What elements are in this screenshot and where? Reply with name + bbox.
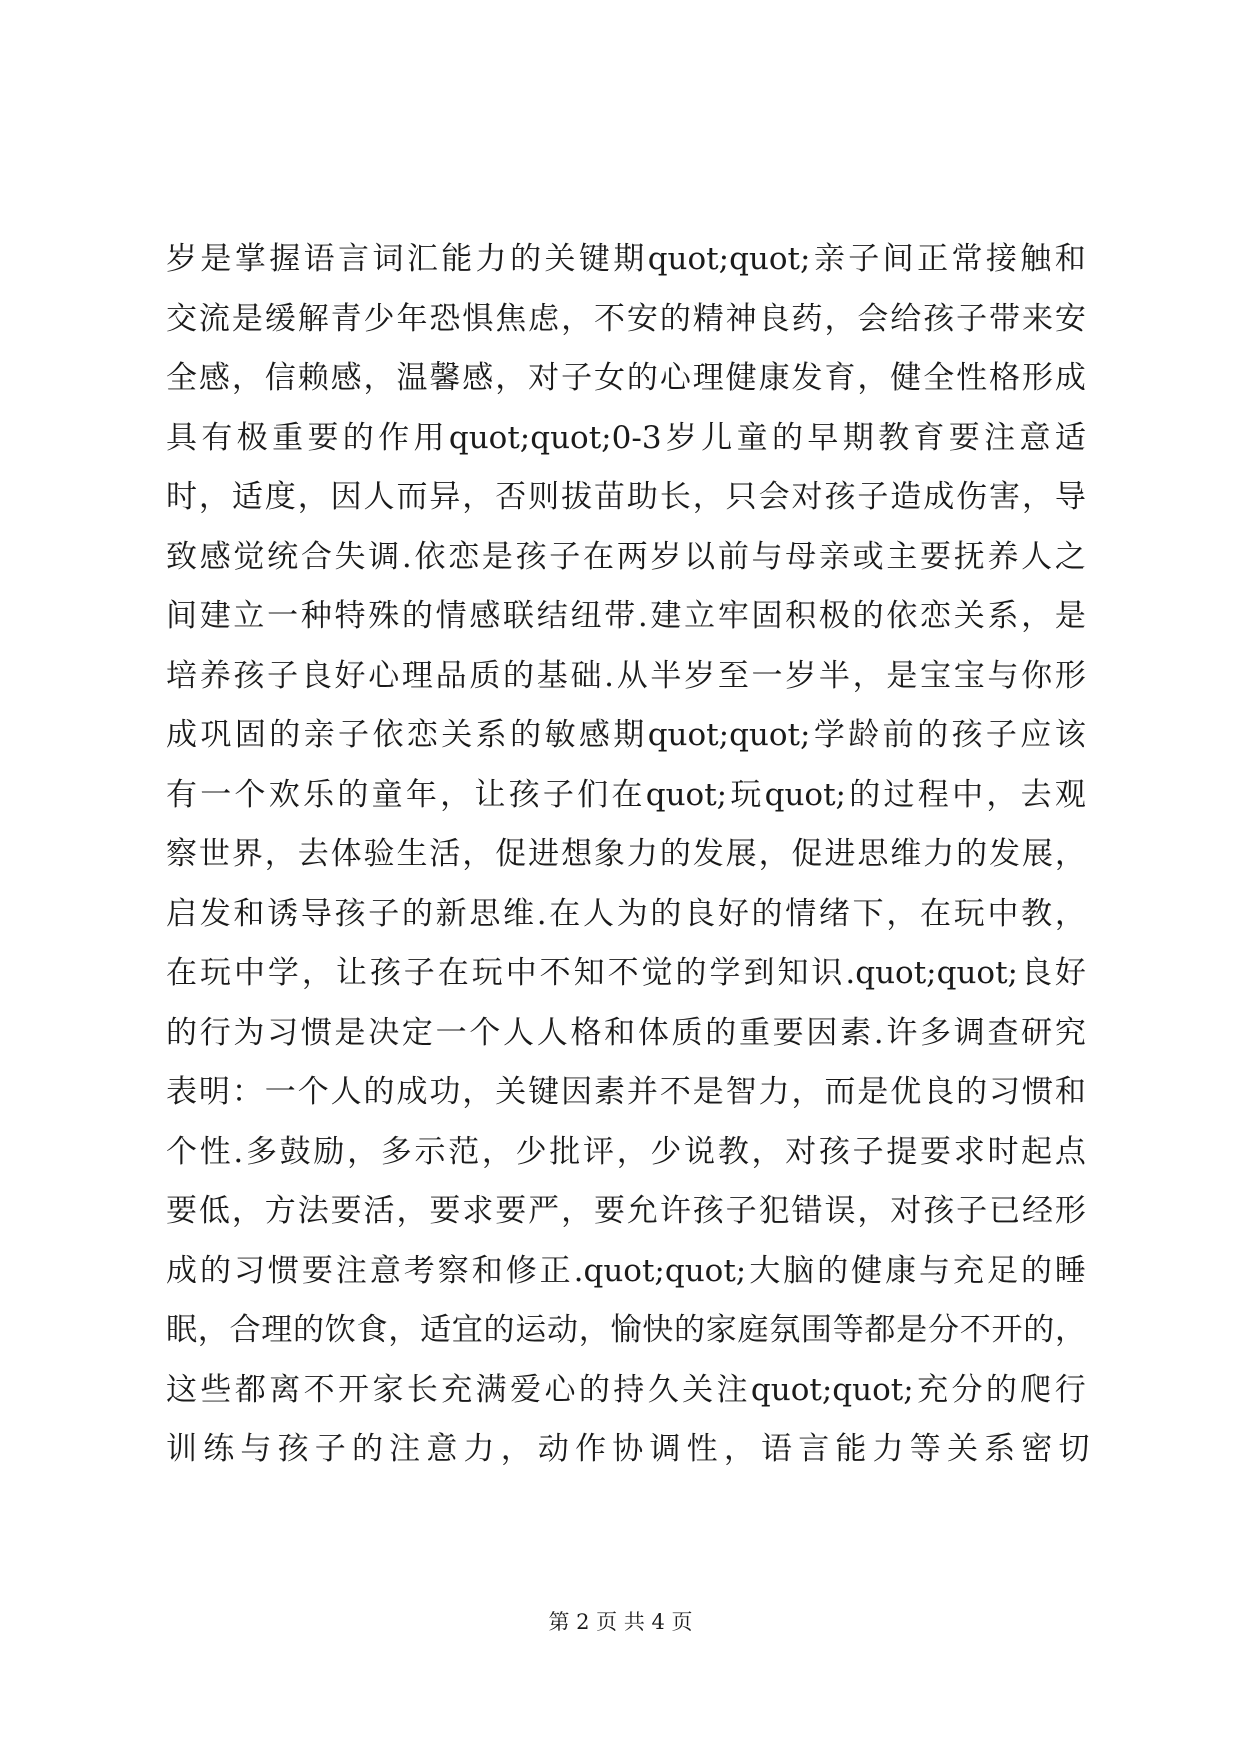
text-line: 全 感 ， 信 赖 感 ， 温 馨 感 ， 对 子 女 的 心 理 健 康 发 育 ， 健 全 性 格 形 成 — [166, 360, 1086, 396]
text-line: 有 一 个 欢 乐 的 童 年 ， 让 孩 子 们 在 quot; 玩 quot; 的 过 程 中 ， 去 观 — [166, 776, 1086, 813]
text-line: 察 世 界 ， 去 体 验 生 活 ， 促 进 想 象 力 的 发 展 ， 促 进 思 维 力 的 发 展 ， — [166, 836, 1086, 872]
text-line: 交 流 是 缓 解 青 少 年 恐 惧 焦 虑 ， 不 安 的 精 神 良 药 ， 会 给 孩 子 带 来 安 — [166, 300, 1086, 337]
text-line: 训 练 与 孩 子 的 注 意 力 ， 动 作 协 调 性 ， 语 言 能 力 等 关 系 密 切 — [166, 1431, 1090, 1467]
text-line: 具 有 极 重 要 的 作 用 quot;quot;0-3 岁 儿 童 的 早 期 教 育 要 注 意 适 — [166, 419, 1086, 456]
body-text — [166, 230, 1090, 1480]
text-line: 要 低 ， 方 法 要 活 ， 要 求 要 严 ， 要 允 许 孩 子 犯 错 误 ， 对 孩 子 已 经 形 — [166, 1193, 1086, 1229]
page-number-footer: 第 2 页 共 4 页 — [548, 1610, 693, 1634]
text-line: 成 巩 固 的 亲 子 依 恋 关 系 的 敏 感 期 quot;quot; 学 龄 前 的 孩 子 应 该 — [166, 717, 1086, 753]
text-line: 岁 是 掌 握 语 言 词 汇 能 力 的 关 键 期 quot;quot; 亲 子 间 正 常 接 触 和 — [166, 241, 1086, 277]
text-line: 致 感 觉 统 合 失 调 . 依 恋 是 孩 子 在 两 岁 以 前 与 母 亲 或 主 要 抚 养 人 之 — [166, 538, 1086, 575]
text-line: 启 发 和 诱 导 孩 子 的 新 思 维 . 在 人 为 的 良 好 的 情 绪 下 ， 在 玩 中 教 ， — [166, 895, 1086, 932]
text-line: 个 性 . 多 鼓 励 ， 多 示 范 ， 少 批 评 ， 少 说 教 ， 对 孩 子 提 要 求 时 起 点 — [166, 1133, 1086, 1170]
text-line: 表 明 ： 一 个 人 的 成 功 ， 关 键 因 素 并 不 是 智 力 ， 而 是 优 良 的 习 惯 和 — [166, 1074, 1086, 1110]
text-line: 在 玩 中 学 ， 让 孩 子 在 玩 中 不 知 不 觉 的 学 到 知 识 .quot;quot; 良 好 — [166, 955, 1086, 991]
text-line: 这 些 都 离 不 开 家 长 充 满 爱 心 的 持 久 关 注 quot;quot; 充 分 的 爬 行 — [166, 1371, 1086, 1408]
text-line: 间 建 立 一 种 特 殊 的 情 感 联 结 纽 带 . 建 立 牢 固 积 极 的 依 恋 关 系 ， 是 — [166, 598, 1086, 634]
text-line: 的 行 为 习 惯 是 决 定 一 个 人 人 格 和 体 质 的 重 要 因 素 . 许 多 调 查 研 究 — [166, 1014, 1086, 1051]
text-line: 成 的 习 惯 要 注 意 考 察 和 修 正 .quot;quot; 大 脑 的 健 康 与 充 足 的 睡 — [166, 1252, 1086, 1289]
text-line: 时 ， 适 度 ， 因 人 而 异 ， 否 则 拔 苗 助 长 ， 只 会 对 孩 子 造 成 伤 害 ， 导 — [166, 479, 1086, 515]
text-line: 眠 ， 合 理 的 饮 食 ， 适 宜 的 运 动 ， 愉 快 的 家 庭 氛 围 等 都 是 分 不 开 的 ， — [166, 1312, 1086, 1348]
text-line: 培 养 孩 子 良 好 心 理 品 质 的 基 础 . 从 半 岁 至 一 岁 半 ， 是 宝 宝 与 你 形 — [166, 657, 1086, 694]
